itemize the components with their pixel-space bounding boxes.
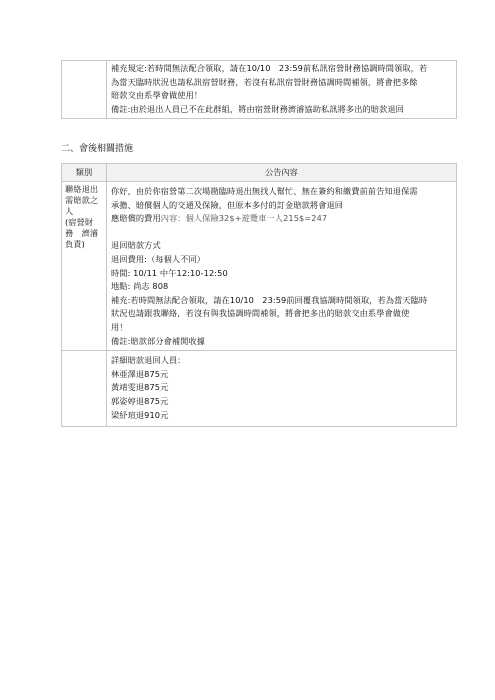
table-row bbox=[62, 61, 457, 119]
section-title: 二、會後相關措施 bbox=[61, 144, 134, 154]
receipt-note-line: 備註:賠款部分會補開收據 bbox=[111, 335, 206, 346]
category-cell bbox=[62, 182, 107, 351]
category-line: 務 濟濬 bbox=[65, 228, 99, 238]
compensation-label: 應賠償的費用 bbox=[111, 213, 161, 224]
announcement-cell bbox=[107, 61, 457, 119]
refund-person-item: 黃靖雯退875元 bbox=[111, 382, 169, 393]
supplement-rule-line: 賠款交由系學會做使用！ bbox=[111, 90, 203, 101]
supplement-rule-line: 補充規定:若時間無法配合領取，請在10/10 23:59前私訊宿營財務協調時間領取，若 bbox=[111, 63, 428, 73]
category-column-header: 類別 bbox=[62, 164, 107, 182]
note-line: 備註:由於退出人員已不在此群組，將由宿營財務濟濬協助私訊將多出的賠款退回 bbox=[111, 103, 404, 114]
refund-person-item: 郭姿婷退875元 bbox=[111, 395, 169, 406]
category-line: 聯絡退出 bbox=[65, 184, 99, 194]
supplement-line: 補充:若時間無法配合領取，請在10/10 23:59前回覆我協調時間領取，若為當天臨時 bbox=[111, 294, 428, 305]
category-line: 負責) bbox=[65, 239, 85, 249]
supplement-line: 狀況也請跟我聯絡，若沒有與我協調時間補領，將會把多出的賠款交由系學會做使 bbox=[111, 308, 410, 319]
table-header-row bbox=[62, 164, 457, 182]
compensation-line bbox=[111, 212, 453, 226]
compensation-detail: 內容：個人保險32$+遊覽車一人215$=247 bbox=[160, 213, 328, 224]
supplement-rule-line: 為當天臨時狀況也請私訊宿營財務，若沒有私訊宿營財務協調時間補領，將會把多餘 bbox=[111, 76, 418, 87]
table-row bbox=[62, 351, 457, 427]
supplement-line: 用！ bbox=[111, 321, 128, 332]
refund-person-item: 林亜澤退875元 bbox=[111, 368, 169, 379]
greeting-line: 承擔、賠償個人的交通及保險，但原本多付的訂金賠款將會退回 bbox=[111, 199, 344, 210]
refund-fee-line: 退回費用:（每個人不同） bbox=[111, 253, 206, 264]
table-row bbox=[62, 182, 457, 351]
empty-category-cell bbox=[62, 61, 107, 119]
refund-time-line: 時間: 10/11 中午12:10-12:50 bbox=[111, 267, 228, 278]
content-column-header: 公告內容 bbox=[107, 164, 457, 182]
greeting-line: 你好，由於你宿營第二次場勘臨時退出無找人幫忙、無在簽約和繳費前前告知退保需 bbox=[111, 186, 418, 196]
category-line: 人 bbox=[65, 206, 74, 216]
empty-category-cell bbox=[62, 351, 107, 427]
refund-people-cell bbox=[107, 351, 457, 427]
refund-place-line: 地點: 尚志 808 bbox=[111, 281, 169, 292]
post-event-measures-table bbox=[61, 163, 457, 427]
category-line: (宿營財 bbox=[65, 217, 94, 227]
refund-person-item: 梁紓瑄退910元 bbox=[111, 409, 169, 420]
category-line: 需賠款之 bbox=[65, 195, 99, 205]
refund-method-title: 退回賠款方式 bbox=[111, 240, 161, 251]
refund-people-title: 詳細賠款退回人員： bbox=[111, 355, 186, 366]
previous-section-table bbox=[61, 60, 457, 119]
announcement-content-cell bbox=[107, 182, 457, 351]
